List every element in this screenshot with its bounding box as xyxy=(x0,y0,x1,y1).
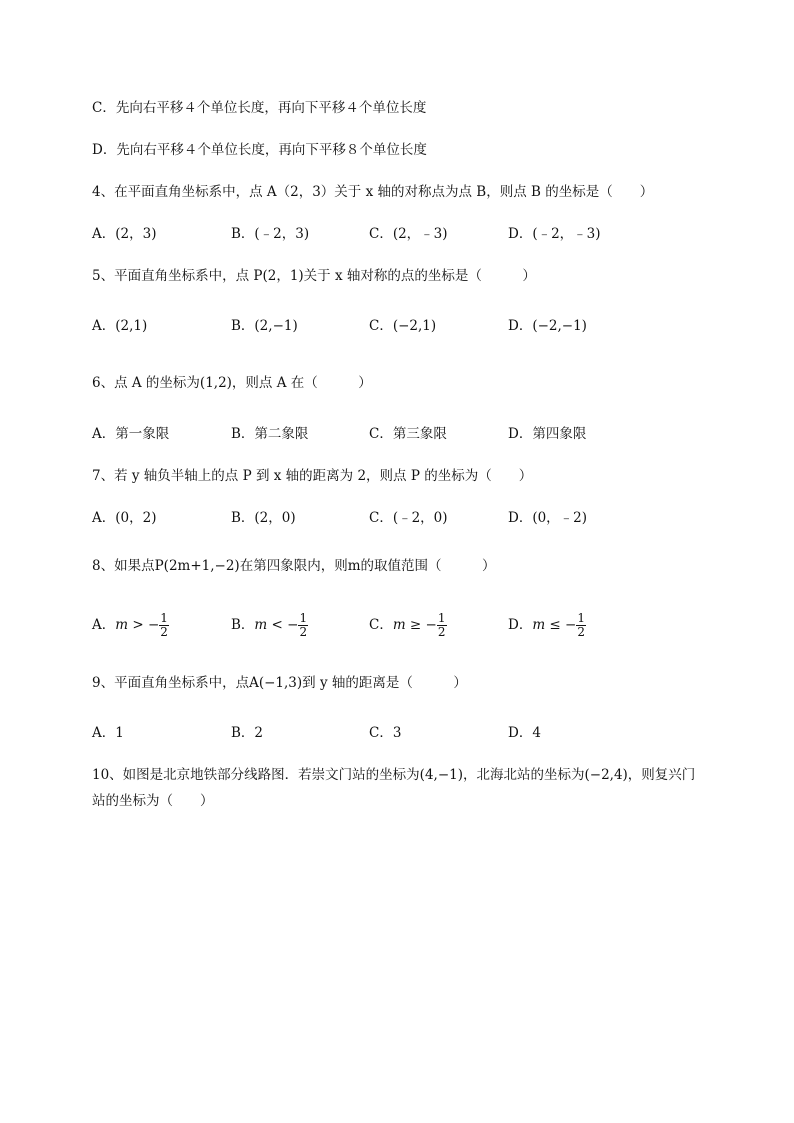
question-4-stem: 4、在平面直角坐标系中，点 A（2，3）关于 x 轴的对称点为点 B，则点 B 的坐标是（ ） xyxy=(92,184,654,200)
option-c: C．(2，﹣3) xyxy=(369,226,448,242)
option-c: C．第三象限 xyxy=(369,426,447,442)
option-a: A．1 xyxy=(92,725,124,741)
option-a: A．(2,1) xyxy=(92,318,148,334)
inequality: m < − xyxy=(254,617,299,633)
option-d xyxy=(508,612,586,639)
option-letter: C． xyxy=(369,617,393,633)
option-d: D．(−2,−1) xyxy=(508,318,587,334)
option-b: B．(2，0) xyxy=(231,510,296,526)
option-d: D．第四象限 xyxy=(508,426,587,442)
fraction xyxy=(298,612,308,639)
option-b xyxy=(231,612,308,639)
inequality: m > − xyxy=(115,617,160,633)
denominator: 2 xyxy=(299,625,308,639)
denominator: 2 xyxy=(437,625,446,639)
question-9-options xyxy=(92,723,692,753)
question-6-stem: 6、点 A 的坐标为(1,2)，则点 A 在（ ） xyxy=(92,375,372,391)
numerator: 1 xyxy=(160,611,168,625)
question-8-options xyxy=(92,608,692,648)
question-10-stem-line1: 10、如图是北京地铁部分线路图．若崇文门站的坐标为(4,−1)，北海北站的坐标为(−2,4)，则复兴门 xyxy=(92,767,696,783)
option-b: B．2 xyxy=(231,725,264,741)
question-9-stem: 9、平面直角坐标系中，点A(−1,3)到 y 轴的距离是（ ） xyxy=(92,675,467,691)
fraction xyxy=(159,612,169,639)
numerator: 1 xyxy=(299,611,308,625)
fraction xyxy=(576,612,586,639)
numerator: 1 xyxy=(577,611,585,625)
question-4-options xyxy=(92,224,692,254)
inequality: m ≥ − xyxy=(392,617,437,633)
question-5-options xyxy=(92,316,692,346)
question-8-stem: 8、如果点P(2m+1,−2)在第四象限内，则m的取值范围（ ） xyxy=(92,558,496,574)
option-line-d: D．先向右平移４个单位长度，再向下平移８个单位长度 xyxy=(92,142,427,158)
option-d: D．(0，﹣2) xyxy=(508,510,588,526)
option-a: A．(0，2) xyxy=(92,510,157,526)
option-c xyxy=(369,612,447,639)
option-c: C．(−2,1) xyxy=(369,318,437,334)
option-b: B．(2,−1) xyxy=(231,318,298,334)
option-letter: D． xyxy=(508,617,533,633)
question-10-stem-line2: 站的坐标为（ ） xyxy=(92,793,214,809)
option-a: A．第一象限 xyxy=(92,426,170,442)
option-b: B．(﹣2，3) xyxy=(231,226,310,242)
question-7-stem: 7、若 y 轴负半轴上的点 P 到 x 轴的距离为 2，则点 P 的坐标为（ ） xyxy=(92,468,533,484)
option-line-c: C．先向右平移４个单位长度，再向下平移４个单位长度 xyxy=(92,100,427,116)
option-a xyxy=(92,612,169,639)
denominator: 2 xyxy=(160,625,168,639)
denominator: 2 xyxy=(577,625,585,639)
option-c: C．(﹣2，0) xyxy=(369,510,448,526)
option-d: D．4 xyxy=(508,725,541,741)
option-a: A．(2，3) xyxy=(92,226,157,242)
option-letter: B． xyxy=(231,617,255,633)
option-c: C．3 xyxy=(369,725,402,741)
numerator: 1 xyxy=(437,611,446,625)
fraction xyxy=(437,612,447,639)
question-7-options xyxy=(92,508,692,538)
option-b: B．第二象限 xyxy=(231,426,309,442)
question-6-options xyxy=(92,424,692,454)
option-letter: A． xyxy=(92,617,116,633)
option-d: D．(﹣2，﹣3) xyxy=(508,226,601,242)
inequality: m ≤ − xyxy=(532,617,577,633)
question-5-stem: 5、平面直角坐标系中，点 P(2，1)关于 x 轴对称的点的坐标是（ ） xyxy=(92,268,536,284)
